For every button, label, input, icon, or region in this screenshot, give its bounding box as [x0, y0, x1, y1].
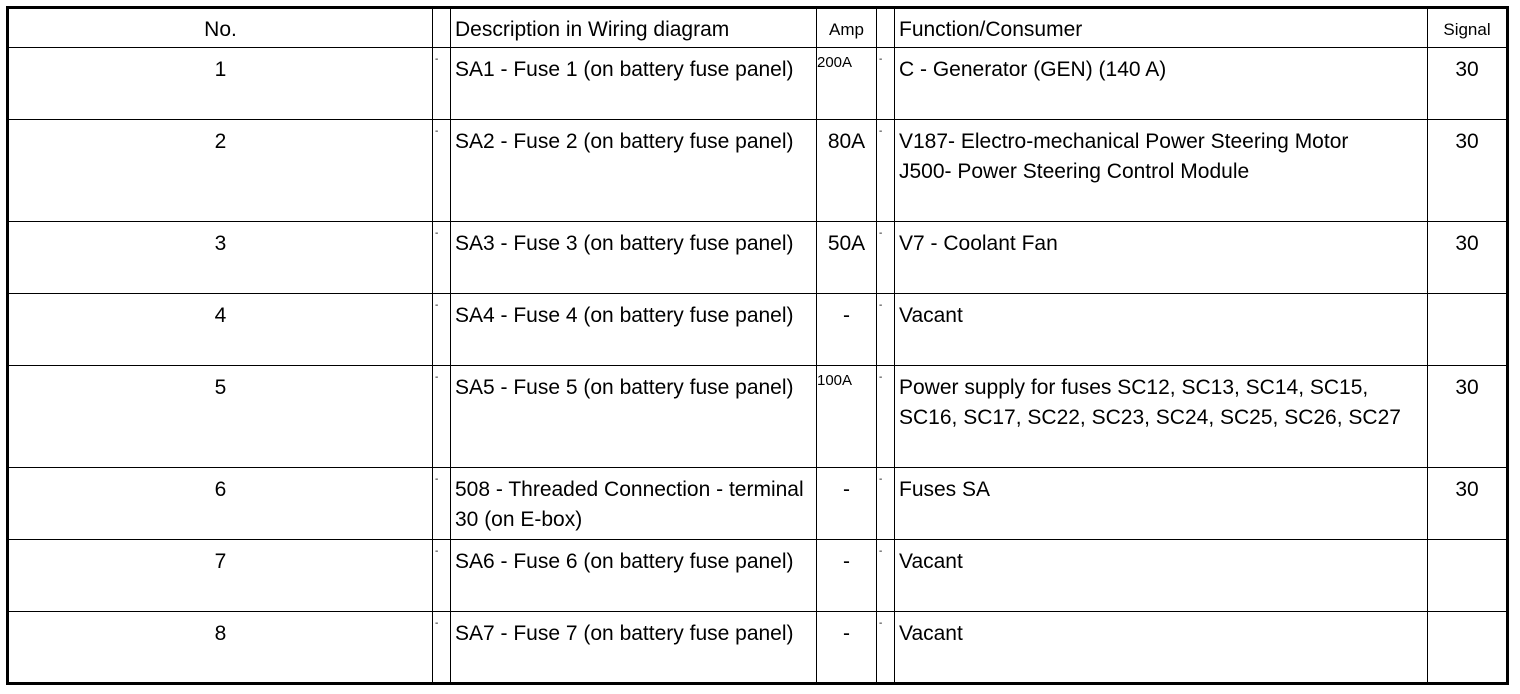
row-marker: -: [433, 540, 451, 612]
row-marker-2: -: [877, 468, 895, 540]
row-amp: -: [817, 612, 877, 684]
row-number: 5: [8, 366, 433, 468]
row-marker: -: [433, 48, 451, 120]
table-body: [8, 48, 1508, 684]
table-row: [8, 468, 1508, 540]
row-signal: [1428, 294, 1508, 366]
row-marker: -: [433, 612, 451, 684]
fuse-table: [6, 6, 1509, 685]
row-description: SA1 - Fuse 1 (on battery fuse panel): [451, 48, 817, 120]
row-amp: -: [817, 468, 877, 540]
row-number: 8: [8, 612, 433, 684]
row-signal: [1428, 612, 1508, 684]
row-marker-2: -: [877, 294, 895, 366]
row-amp: 200A: [817, 48, 877, 120]
row-amp: -: [817, 294, 877, 366]
row-description: SA2 - Fuse 2 (on battery fuse panel): [451, 120, 817, 222]
row-number: 4: [8, 294, 433, 366]
row-function: [895, 612, 1428, 684]
row-marker-2: -: [877, 120, 895, 222]
header-function: Function/Consumer: [895, 8, 1428, 48]
row-signal: 30: [1428, 366, 1508, 468]
row-description: SA6 - Fuse 6 (on battery fuse panel): [451, 540, 817, 612]
row-marker: -: [433, 222, 451, 294]
function-line: V7 - Coolant Fan: [899, 232, 1058, 255]
header-signal: Signal: [1428, 8, 1508, 48]
row-signal: 30: [1428, 48, 1508, 120]
row-marker: -: [433, 468, 451, 540]
row-function: [895, 294, 1428, 366]
header-spacer: [433, 8, 451, 48]
row-function: [895, 48, 1428, 120]
function-line: Power supply for fuses SC12, SC13, SC14, SC15, SC16, SC17, SC22, SC23, SC24, SC25, SC26, SC27: [899, 376, 1401, 429]
row-marker-2: -: [877, 222, 895, 294]
row-amp: 100A: [817, 366, 877, 468]
row-amp: -: [817, 540, 877, 612]
row-marker: -: [433, 120, 451, 222]
row-number: 7: [8, 540, 433, 612]
function-line: Vacant: [899, 304, 963, 327]
row-signal: 30: [1428, 468, 1508, 540]
row-marker-2: -: [877, 612, 895, 684]
function-line: Fuses SA: [899, 478, 991, 501]
function-line: Vacant: [899, 622, 963, 645]
table-row: [8, 366, 1508, 468]
row-amp: 80A: [817, 120, 877, 222]
header-spacer-2: [877, 8, 895, 48]
row-description: SA3 - Fuse 3 (on battery fuse panel): [451, 222, 817, 294]
row-function: [895, 540, 1428, 612]
table-row: [8, 540, 1508, 612]
header-no: No.: [8, 8, 433, 48]
row-function: [895, 468, 1428, 540]
table-row: [8, 48, 1508, 120]
table-row: [8, 294, 1508, 366]
function-line: V187- Electro-mechanical Power Steering Motor: [899, 130, 1349, 153]
row-signal: 30: [1428, 120, 1508, 222]
function-line: C - Generator (GEN) (140 A): [899, 58, 1167, 81]
row-number: 3: [8, 222, 433, 294]
function-line: Vacant: [899, 550, 963, 573]
table-row: [8, 120, 1508, 222]
row-function: [895, 120, 1428, 222]
header-description: Description in Wiring diagram: [451, 8, 817, 48]
row-description: SA4 - Fuse 4 (on battery fuse panel): [451, 294, 817, 366]
row-amp: 50A: [817, 222, 877, 294]
row-signal: [1428, 540, 1508, 612]
table-header: [8, 8, 1508, 48]
row-marker-2: -: [877, 366, 895, 468]
table-row: [8, 222, 1508, 294]
row-marker: -: [433, 366, 451, 468]
function-line: J500- Power Steering Control Module: [899, 160, 1250, 183]
row-function: [895, 222, 1428, 294]
row-number: 6: [8, 468, 433, 540]
row-number: 2: [8, 120, 433, 222]
row-description: SA7 - Fuse 7 (on battery fuse panel): [451, 612, 817, 684]
row-marker-2: -: [877, 48, 895, 120]
table-row: [8, 612, 1508, 684]
row-function: [895, 366, 1428, 468]
row-signal: 30: [1428, 222, 1508, 294]
row-marker-2: -: [877, 540, 895, 612]
header-amp: Amp: [817, 8, 877, 48]
row-number: 1: [8, 48, 433, 120]
row-marker: -: [433, 294, 451, 366]
row-description: SA5 - Fuse 5 (on battery fuse panel): [451, 366, 817, 468]
row-description: 508 - Threaded Connection - terminal 30 (on E-box): [451, 468, 817, 540]
